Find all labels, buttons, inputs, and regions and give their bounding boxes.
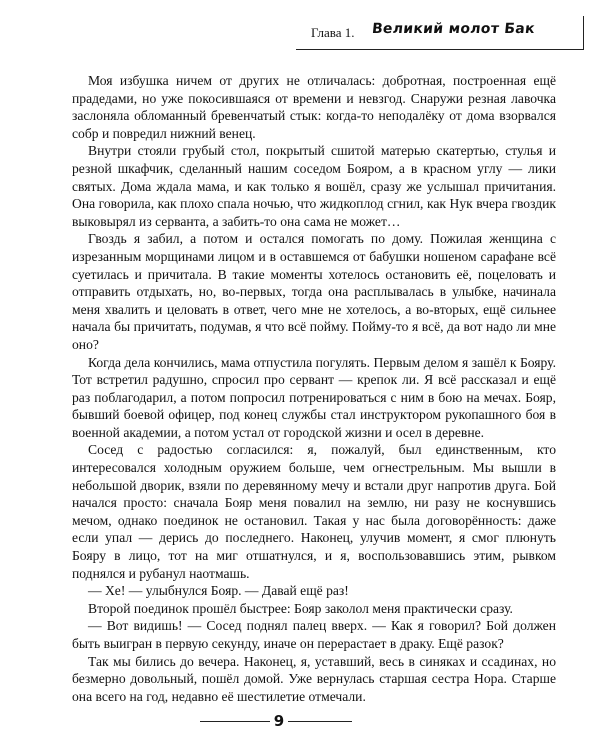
header-corner-rule: [583, 16, 584, 50]
paragraph: Сосед с радостью согласился: я, пожалуй, был единственным, кто интересовался холодным оружием больше, чем огнестрельным. Мы вышли в небольшой дворик, взяли по деревянному мечу и встали друг напротив друга. Бой начался просто: сначала Бояр меня повалил на землю, ни разу не коснувшись мечом, однако поединок не остановил. Такая у нас была договорённость: даже если упал — дерись до последнего. Наконец, улучив момент, я смог плюнуть Бояру в лицо, тот на миг отшатнулся, и я, воспользовавшись этим, рывком поднялся и рубанул наотмашь.: [72, 442, 556, 581]
paragraph: Так мы бились до вечера. Наконец, я, уставший, весь в синяках и ссадинах, но безмерно довольный, пошёл домой. Уже вернулась старшая сестра Нора. Старше она всего на год, недавно её шестилетие отмечали.: [72, 653, 556, 704]
paragraph: Когда дела кончились, мама отпустила погулять. Первым делом я зашёл к Бояру. Тот встретил радушно, спросил про сервант — крепок ли. Я всё рассказал и ещё раз поблагодарил, а потом попросил потренироваться с ним в бою на мечах. Бояр, бывший боевой офицер, под конец службы стал инструктором рукопашного боя в военной академии, а потом устал от городской жизни и осел в деревне.: [72, 354, 556, 440]
page-number: 9: [273, 712, 285, 730]
dialogue-line: — Вот видишь! — Сосед поднял палец вверх. — Как я говорил? Бой должен быть выигран в первую секунду, иначе он перерастает в драку. Ещё разок?: [72, 618, 556, 651]
chapter-title: Великий молот Бак: [371, 21, 536, 37]
header-rule: [296, 49, 584, 50]
paragraph: Моя избушка ничем от других не отличалась: добротная, построенная ещё прадедами, но уже покосившаяся от времени и невзгод. Снаружи резная лавочка заслоняла обломанный бревенчатый стык: когда-то неподалёку от дома взорвался собр и повредил нижний венец.: [72, 73, 556, 141]
footer-rule-right: [288, 721, 352, 722]
body-text: [72, 72, 556, 705]
footer-rule-left: [200, 721, 270, 722]
paragraph: Второй поединок прошёл быстрее: Бояр заколол меня практически сразу.: [88, 600, 513, 616]
chapter-label: Глава 1.: [311, 25, 355, 40]
paragraph: Гвоздь я забил, а потом и остался помогать по дому. Пожилая женщина с изрезанным морщинами лицом и в оставшемся от бабушки ношеном сарафане всё суетилась и причитала. В такие моменты хотелось остановить её, поцеловать и отправить отдыхать, но, во-первых, тогда она расплывалась в улыбке, начинала меня хвалить и целовать в ответ, чего мне не хотелось, а во-вторых, ещё сильнее начала бы причитать, подумав, я что всё пойму. Пойму-то я всё, да вот надо ли мне оно?: [72, 231, 556, 352]
page-footer: [0, 712, 600, 732]
paragraph: Внутри стояли грубый стол, покрытый сшитой матерью скатертью, стулья и резной шкафчик, сделанный нашим соседом Бояром, а в красном углу — лики святых. Дома ждала мама, и как только я вошёл, сразу же услышал причитания. Она говорила, как плохо спала ночью, что жидкоплод сгнил, как Нук вчера гвоздик выковырял из серванта, а забить-то она сама не может…: [72, 143, 556, 229]
dialogue-line: — Хе! — улыбнулся Бояр. — Давай ещё раз!: [88, 583, 349, 599]
running-header: [0, 16, 600, 50]
